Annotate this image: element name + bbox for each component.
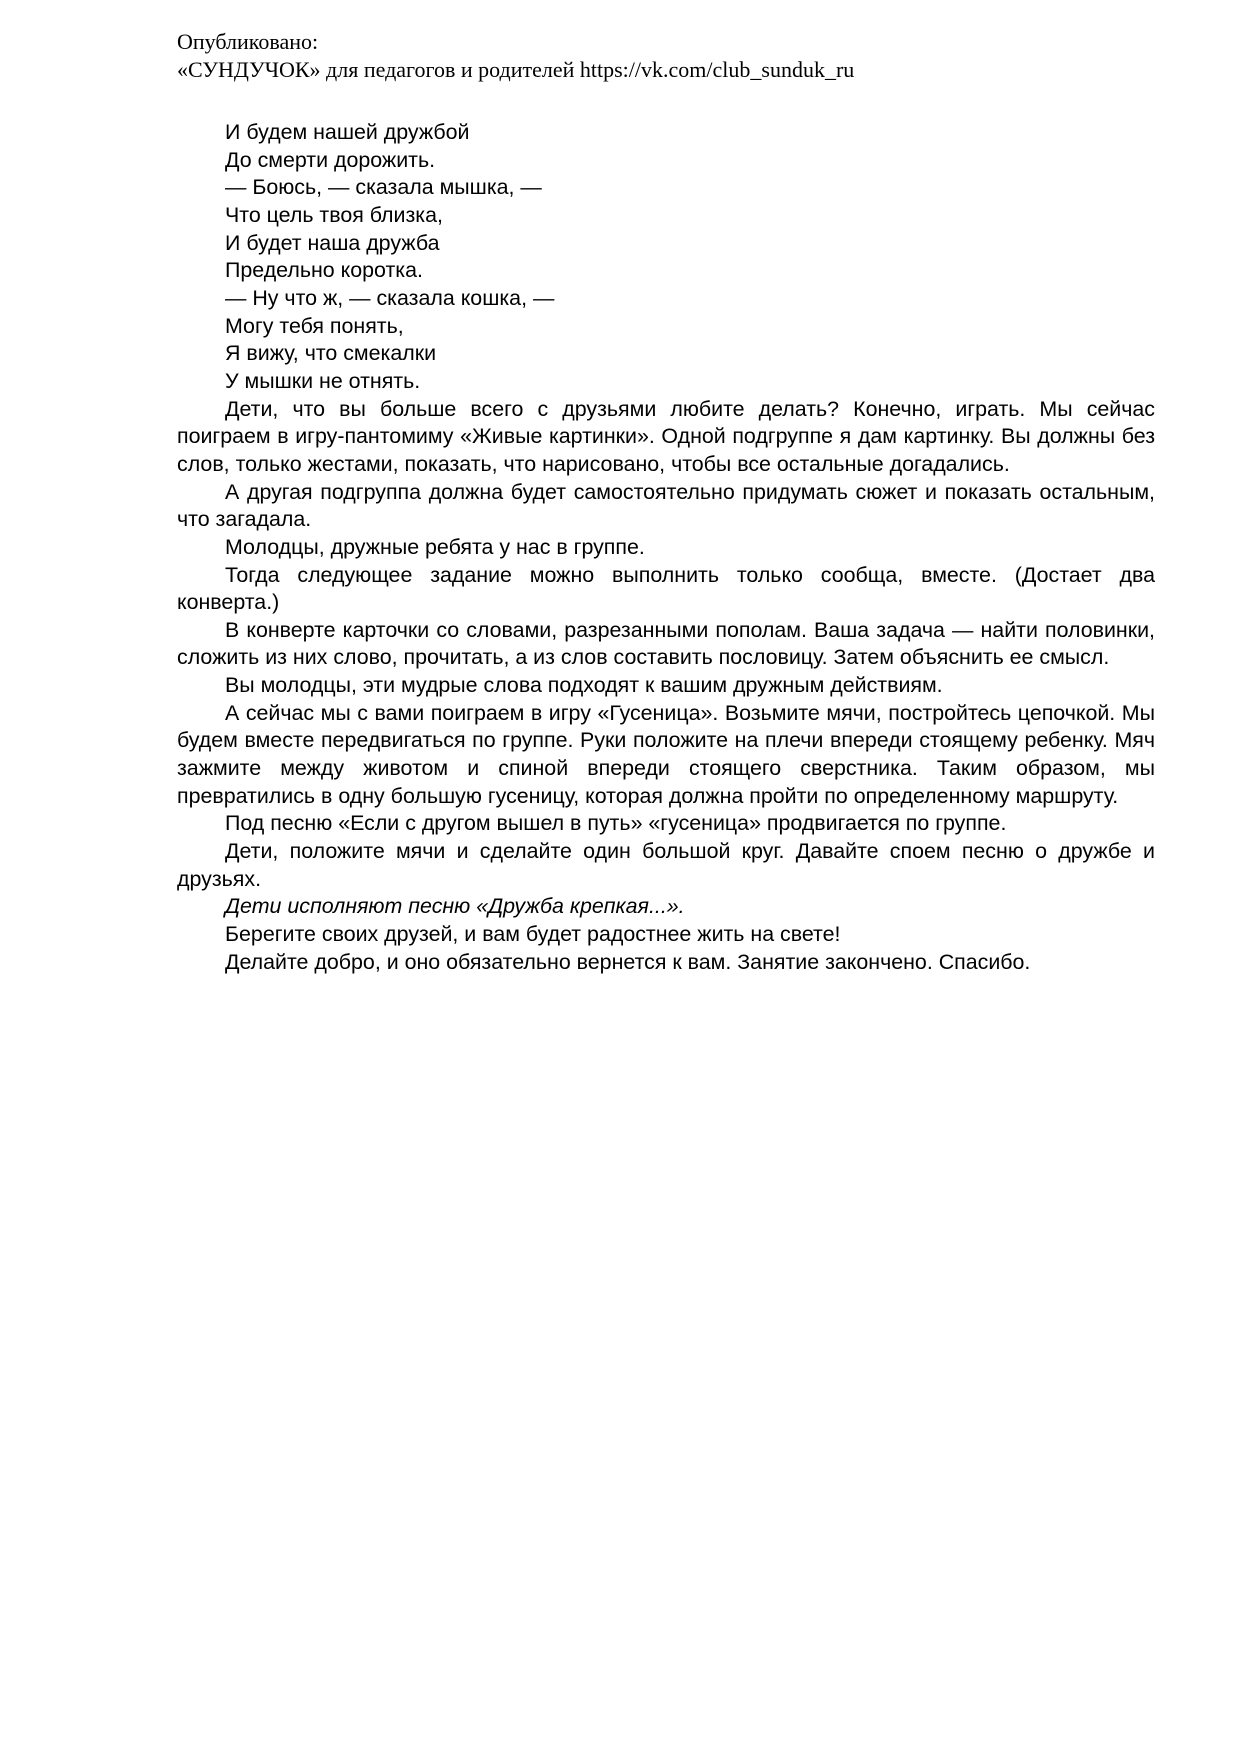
paragraph-song-performance: Дети исполняют песню «Дружба крепкая...». (225, 894, 685, 919)
published-label: Опубликовано: (177, 29, 319, 54)
paragraph-closing: Делайте добро, и оно обязательно вернется к вам. Занятие закончено. Спасибо. (225, 949, 1031, 974)
verse-line: Предельно коротка. (225, 258, 423, 283)
paragraph-circle: Дети, положите мячи и сделайте один большой круг. Давайте споем песню о дружбе и друзьях. (177, 839, 1155, 891)
verse-line: — Ну что ж, — сказала кошка, — (225, 285, 555, 310)
paragraph-wise-words: Вы молодцы, эти мудрые слова подходят к вашим дружным действиям. (225, 673, 943, 698)
paragraph-caterpillar-game: А сейчас мы с вами поиграем в игру «Гусеница». Возьмите мячи, постройтесь цепочкой. Мы будем вместе передвигаться по группе. Руки положите на плечи впереди стоящему ребенку. Мяч зажмите между животом и спиной впереди стоящего сверстника. Таким образом, мы превратились в одну большую гусеницу, которая должна пройти по определенному маршруту. (177, 700, 1155, 808)
verse-line: Я вижу, что смекалки (225, 341, 437, 366)
paragraph-other-subgroup: А другая подгруппа должна будет самостоятельно придумать сюжет и показать остальным, что загадала. (177, 479, 1155, 532)
paragraph-song-walk: Под песню «Если с другом вышел в путь» «гусеница» продвигается по группе. (225, 811, 1007, 836)
publication-source: «СУНДУЧОК» для педагогов и родителей https://vk.com/club_sunduk_ru (177, 57, 855, 82)
publication-header (177, 28, 1177, 84)
verse-line: Что цель твоя близка, (225, 202, 443, 227)
paragraph-next-task: Тогда следующее задание можно выполнить только сообща, вместе. (Достает два конверта.) (177, 562, 1155, 615)
verse-line: — Боюсь, — сказала мышка, — (225, 175, 542, 200)
paragraph-praise: Молодцы, дружные ребята у нас в группе. (225, 534, 645, 559)
verse-line: И будет наша дружба (225, 230, 440, 255)
paragraph-cherish-friends: Берегите своих друзей, и вам будет радостнее жить на свете! (225, 922, 841, 947)
verse-line: Могу тебя понять, (225, 313, 404, 338)
verse-line: До смерти дорожить. (225, 147, 436, 172)
paragraph-envelope-task: В конверте карточки со словами, разрезанными пополам. Ваша задача — найти половинки, сложить из них слово, прочитать, а из слов составить пословицу. Затем объяснить ее смысл. (177, 617, 1155, 670)
verse-line: У мышки не отнять. (225, 368, 421, 393)
verse-line: И будем нашей дружбой (225, 120, 470, 144)
document-body (177, 119, 1155, 976)
paragraph-game-intro: Дети, что вы больше всего с друзьями любите делать? Конечно, играть. Мы сейчас поиграем в игру-пантомиму «Живые картинки». Одной подгруппе я дам картинку. Вы должны без слов, только жестами, показать, что нарисовано, чтобы все остальные догадались. (177, 396, 1155, 476)
